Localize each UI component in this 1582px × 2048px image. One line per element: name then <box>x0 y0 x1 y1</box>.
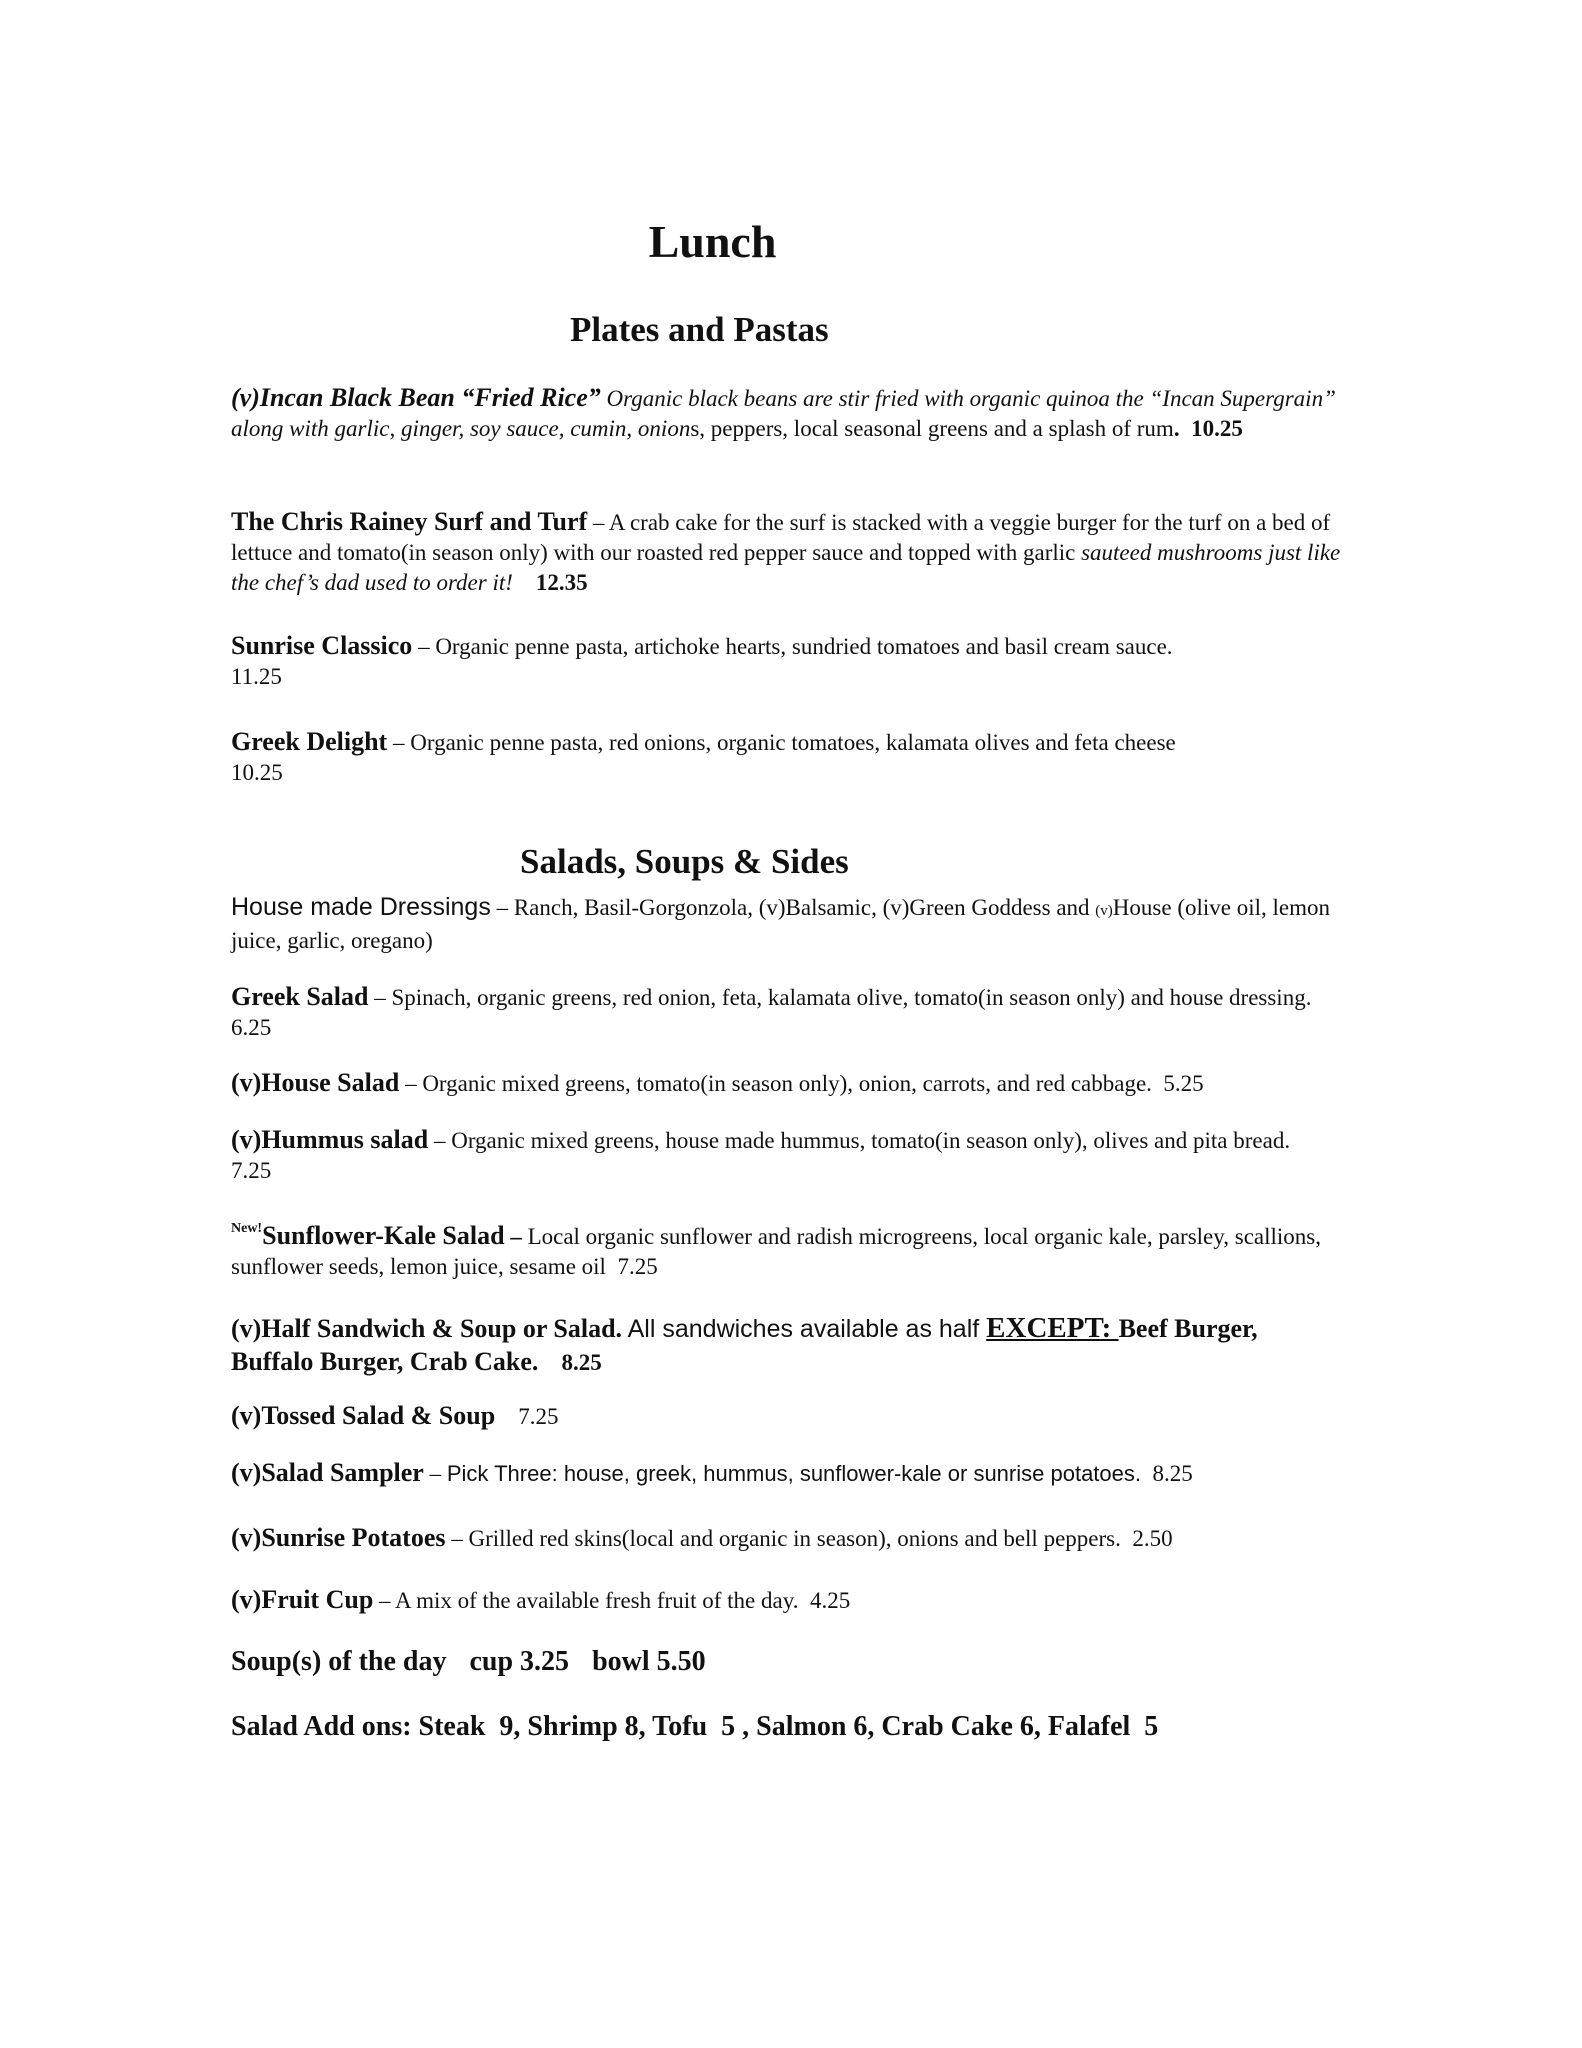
item-description: – Organic penne pasta, red onions, organic tomatoes, kalamata olives and feta cheese <box>387 730 1176 755</box>
item-name: (v)Salad Sampler <box>231 1458 424 1487</box>
item-name: (v)Tossed Salad & Soup <box>231 1401 496 1430</box>
item-name: (v)Half Sandwich & Soup or Salad. <box>231 1314 623 1343</box>
section-heading-salads: Salads, Soups & Sides <box>520 842 849 881</box>
item-name: Sunflower-Kale Salad <box>262 1221 505 1250</box>
soup-of-the-day <box>231 1647 1341 1678</box>
dressings-label: House made Dressings <box>231 893 491 921</box>
dressings-description-end: House (olive oil, lemon juice, garlic, oregano) <box>231 895 1330 953</box>
item-description: Pick Three: house, greek, hummus, sunflower-kale or sunrise potatoes. <box>446 1461 1141 1486</box>
add-ons-text: Salad Add ons: Steak 9, Shrimp 8, Tofu 5 , Salmon 6, Crab Cake 6, Falafel 5 <box>231 1711 1159 1742</box>
except-label: EXCEPT: <box>986 1312 1119 1344</box>
menu-item-half-sandwich <box>231 1312 1341 1379</box>
menu-item-tossed-salad-soup <box>231 1401 1341 1432</box>
item-name: Greek Salad <box>231 982 369 1011</box>
menu-item-hummus-salad <box>231 1125 1341 1186</box>
item-description: s, peppers, local seasonal greens and a splash of rum <box>690 416 1174 441</box>
menu-item-house-salad <box>231 1068 1341 1099</box>
item-description: – Grilled red skins(local and organic in season), onions and bell peppers. <box>445 1526 1121 1551</box>
item-description: Local organic sunflower and radish microgreens, local organic kale, parsley, scallions, sunflower seeds, lemon juice, sesame oil <box>231 1224 1322 1279</box>
item-price: 7.25 <box>617 1254 658 1279</box>
item-description-bold: Beef Burger, Buffalo Burger, Crab Cake. <box>231 1314 1258 1376</box>
item-description: – A crab cake for the surf is stacked with a veggie burger for the turf on a bed of lettuce and tomato(in season only) with our roasted red pepper sauce and topped with garlic <box>231 510 1331 565</box>
item-dash: – <box>423 1461 447 1486</box>
menu-item-surf-and-turf <box>231 507 1341 598</box>
soup-label: Soup(s) of the day <box>231 1646 447 1677</box>
menu-item-greek-salad <box>231 982 1341 1043</box>
dressings-description: – Ranch, Basil-Gorgonzola, (v)Balsamic, (v)Green Goddess and <box>490 895 1096 920</box>
item-name: Greek Delight <box>231 727 388 756</box>
section-heading-plates: Plates and Pastas <box>570 310 829 349</box>
item-description: All sandwiches available as half <box>622 1315 987 1343</box>
item-price: 4.25 <box>809 1588 851 1613</box>
menu-item-greek-delight <box>231 727 1341 788</box>
item-description: – Organic mixed greens, house made hummus, tomato(in season only), olives and pita bread. <box>428 1128 1291 1153</box>
menu-item-sunrise-potatoes <box>231 1523 1341 1554</box>
item-description: – Organic penne pasta, artichoke hearts, sundried tomatoes and basil cream sauce. <box>412 634 1173 659</box>
item-name: (v)House Salad <box>231 1068 400 1097</box>
item-price: 8.25 <box>1152 1461 1193 1486</box>
item-price: 12.35 <box>535 570 588 595</box>
item-description-end: . <box>1173 416 1180 441</box>
item-description: – Organic mixed greens, tomato(in season only), onion, carrots, and red cabbage. <box>399 1071 1152 1096</box>
item-description: – Spinach, organic greens, red onion, feta, kalamata olive, tomato(in season only) and house dressing. <box>368 985 1312 1010</box>
item-dash: – <box>504 1224 528 1249</box>
item-name: (v)Fruit Cup <box>231 1585 374 1614</box>
item-price: 5.25 <box>1163 1071 1204 1096</box>
item-price: 8.25 <box>561 1350 602 1375</box>
dressings-line <box>231 892 1341 956</box>
item-price: 10.25 <box>231 760 283 785</box>
item-name: The Chris Rainey Surf and Turf <box>231 507 588 536</box>
item-price: 6.25 <box>231 1015 272 1040</box>
menu-item-fruit-cup <box>231 1585 1341 1616</box>
soup-bowl-price: bowl 5.50 <box>592 1646 706 1677</box>
item-description-italic: sauteed mushrooms just like the chef’s dad used to order it! <box>231 540 1341 595</box>
page-title: Lunch <box>648 216 777 267</box>
item-price: 7.25 <box>231 1158 272 1183</box>
item-description: – A mix of the available fresh fruit of the day. <box>373 1588 799 1613</box>
item-name: Sunrise Classico <box>231 631 413 660</box>
item-price: 2.50 <box>1132 1526 1173 1551</box>
item-price: 10.25 <box>1191 416 1243 441</box>
menu-item-sunflower-kale-salad <box>231 1214 1341 1282</box>
item-name: (v)Sunrise Potatoes <box>231 1523 446 1552</box>
new-badge: New! <box>231 1221 263 1236</box>
item-name: (v)Hummus salad <box>231 1125 429 1154</box>
salad-add-ons <box>231 1712 1341 1743</box>
menu-item-salad-sampler <box>231 1458 1341 1489</box>
dressings-v-mark: (v) <box>1095 903 1113 919</box>
item-price: 7.25 <box>518 1404 559 1429</box>
item-description-italic: Organic black beans are stir fried with organic quinoa the “Incan Supergrain” along with garlic, ginger, soy sauce, cumin, onion <box>231 386 1336 441</box>
item-price: 11.25 <box>231 664 282 689</box>
menu-item-sunrise-classico <box>231 631 1341 692</box>
menu-item-incan-fried-rice <box>231 383 1341 444</box>
item-name: (v)Incan Black Bean “Fried Rice” <box>231 383 601 412</box>
soup-cup-price: cup 3.25 <box>469 1646 570 1677</box>
